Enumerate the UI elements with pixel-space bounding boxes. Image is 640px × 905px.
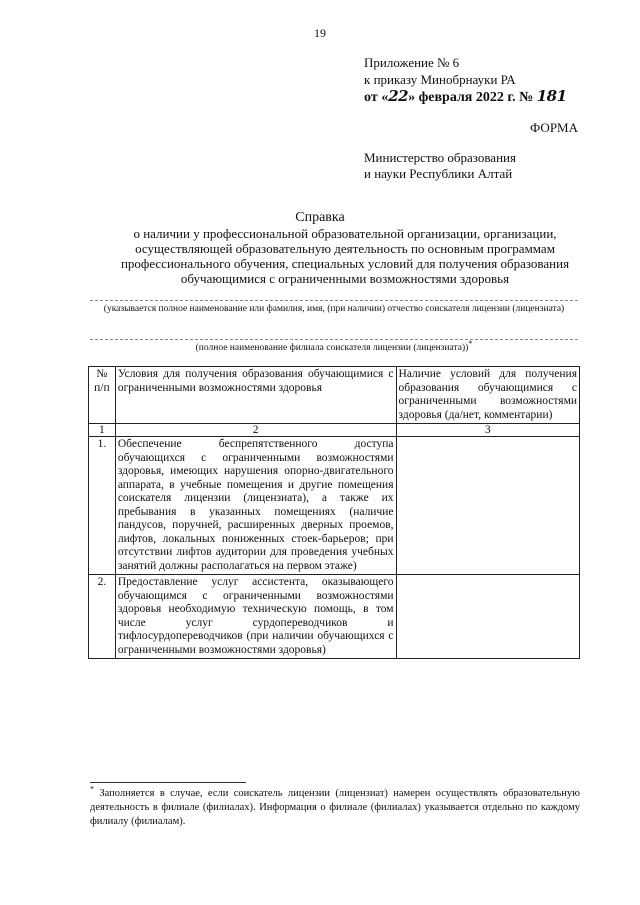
order-number-handwritten: 181 — [536, 87, 567, 105]
table-header-row — [89, 367, 580, 424]
row-number: 2. — [89, 575, 116, 659]
form-label: ФОРМА — [530, 120, 578, 135]
table-row — [89, 575, 580, 659]
footnote-divider — [90, 782, 246, 783]
applicant-fill-line[interactable] — [90, 300, 578, 301]
footnote-text: Заполняется в случае, если соискатель лицензии (лицензиат) намерен осуществлять образовательную деятельность в филиале (филиалах). Информация о филиале (филиалах) указывается отдельно по каждому филиалу (филиалам). — [90, 788, 580, 827]
branch-hint — [90, 338, 578, 353]
appendix-number: Приложение № 6 — [364, 55, 460, 70]
branch-footnote-mark: * — [468, 338, 473, 348]
footnote — [90, 784, 580, 829]
column-number-row — [89, 424, 580, 437]
applicant-hint: (указывается полное наименование или фамилия, имя, (при наличии) отчество соискателя лицензии (лицензиата) — [103, 304, 565, 314]
row-condition: Предоставление услуг ассистента, оказывающего обучающимся с ограниченными возможностями здоровья необходимую техническую помощь, в том числе услуг сурдопереводчиков и тифлосурдопереводчиков (при наличии обучающихся с ограниченными возможностями здоровья) — [115, 575, 396, 659]
column-number: 2 — [115, 424, 396, 437]
order-day-handwritten: 22 — [388, 87, 409, 105]
row-number: 1. — [89, 437, 116, 575]
document-subtitle: о наличии у профессиональной образовательной организации, организации, осуществляющей образовательную деятельность по основным программам профессионального обучения, специальных условий для получения образования обучающимися с ограниченными возможностями здоровья — [120, 226, 570, 286]
order-date-line — [364, 88, 567, 106]
order-date-mid: » февраля 2022 г. № — [408, 90, 537, 105]
branch-fill-line[interactable] — [90, 339, 578, 340]
order-date-prefix: от « — [364, 90, 389, 105]
conditions-table — [88, 366, 580, 659]
ministry-line-1: Министерство образования — [364, 150, 516, 165]
row-condition: Обеспечение беспрепятственного доступа обучающихся с ограниченными возможностями здоровья, имеющих нарушения опорно-двигательного аппарата, в учебные помещения и другие помещения соискателя лицензии (лицензиата), а также их пребывания в указанных помещениях (наличие пандусов, поручней, расширенных дверных проемов, лифтов, локальных пониженных стоек-барьеров; при отсутствии лифтов аудитории для проведения учебных занятий должны располагаться на первом этаже) — [115, 437, 396, 575]
document-title: Справка — [295, 210, 345, 225]
header-number: № п/п — [89, 367, 116, 424]
ministry-block — [364, 150, 516, 182]
appendix-block — [364, 54, 567, 106]
column-number: 1 — [89, 424, 116, 437]
header-conditions: Условия для получения образования обучающимися с ограниченными возможностями здоровья — [115, 367, 396, 424]
footnote-mark: * — [90, 784, 94, 794]
ministry-line-2: и науки Республики Алтай — [364, 166, 513, 181]
appendix-order-ref: к приказу Минобрнауки РА — [364, 72, 516, 87]
table-row — [89, 437, 580, 575]
column-number: 3 — [396, 424, 579, 437]
row-availability-cell[interactable] — [396, 575, 579, 659]
header-availability: Наличие условий для получения образования обучающимися с ограниченными возможностями здоровья (да/нет, комментарии) — [396, 367, 579, 424]
row-availability-cell[interactable] — [396, 437, 579, 575]
page-number: 19 — [314, 26, 326, 40]
branch-hint-text: (полное наименование филиала соискателя лицензии (лицензиата)) — [195, 343, 469, 353]
